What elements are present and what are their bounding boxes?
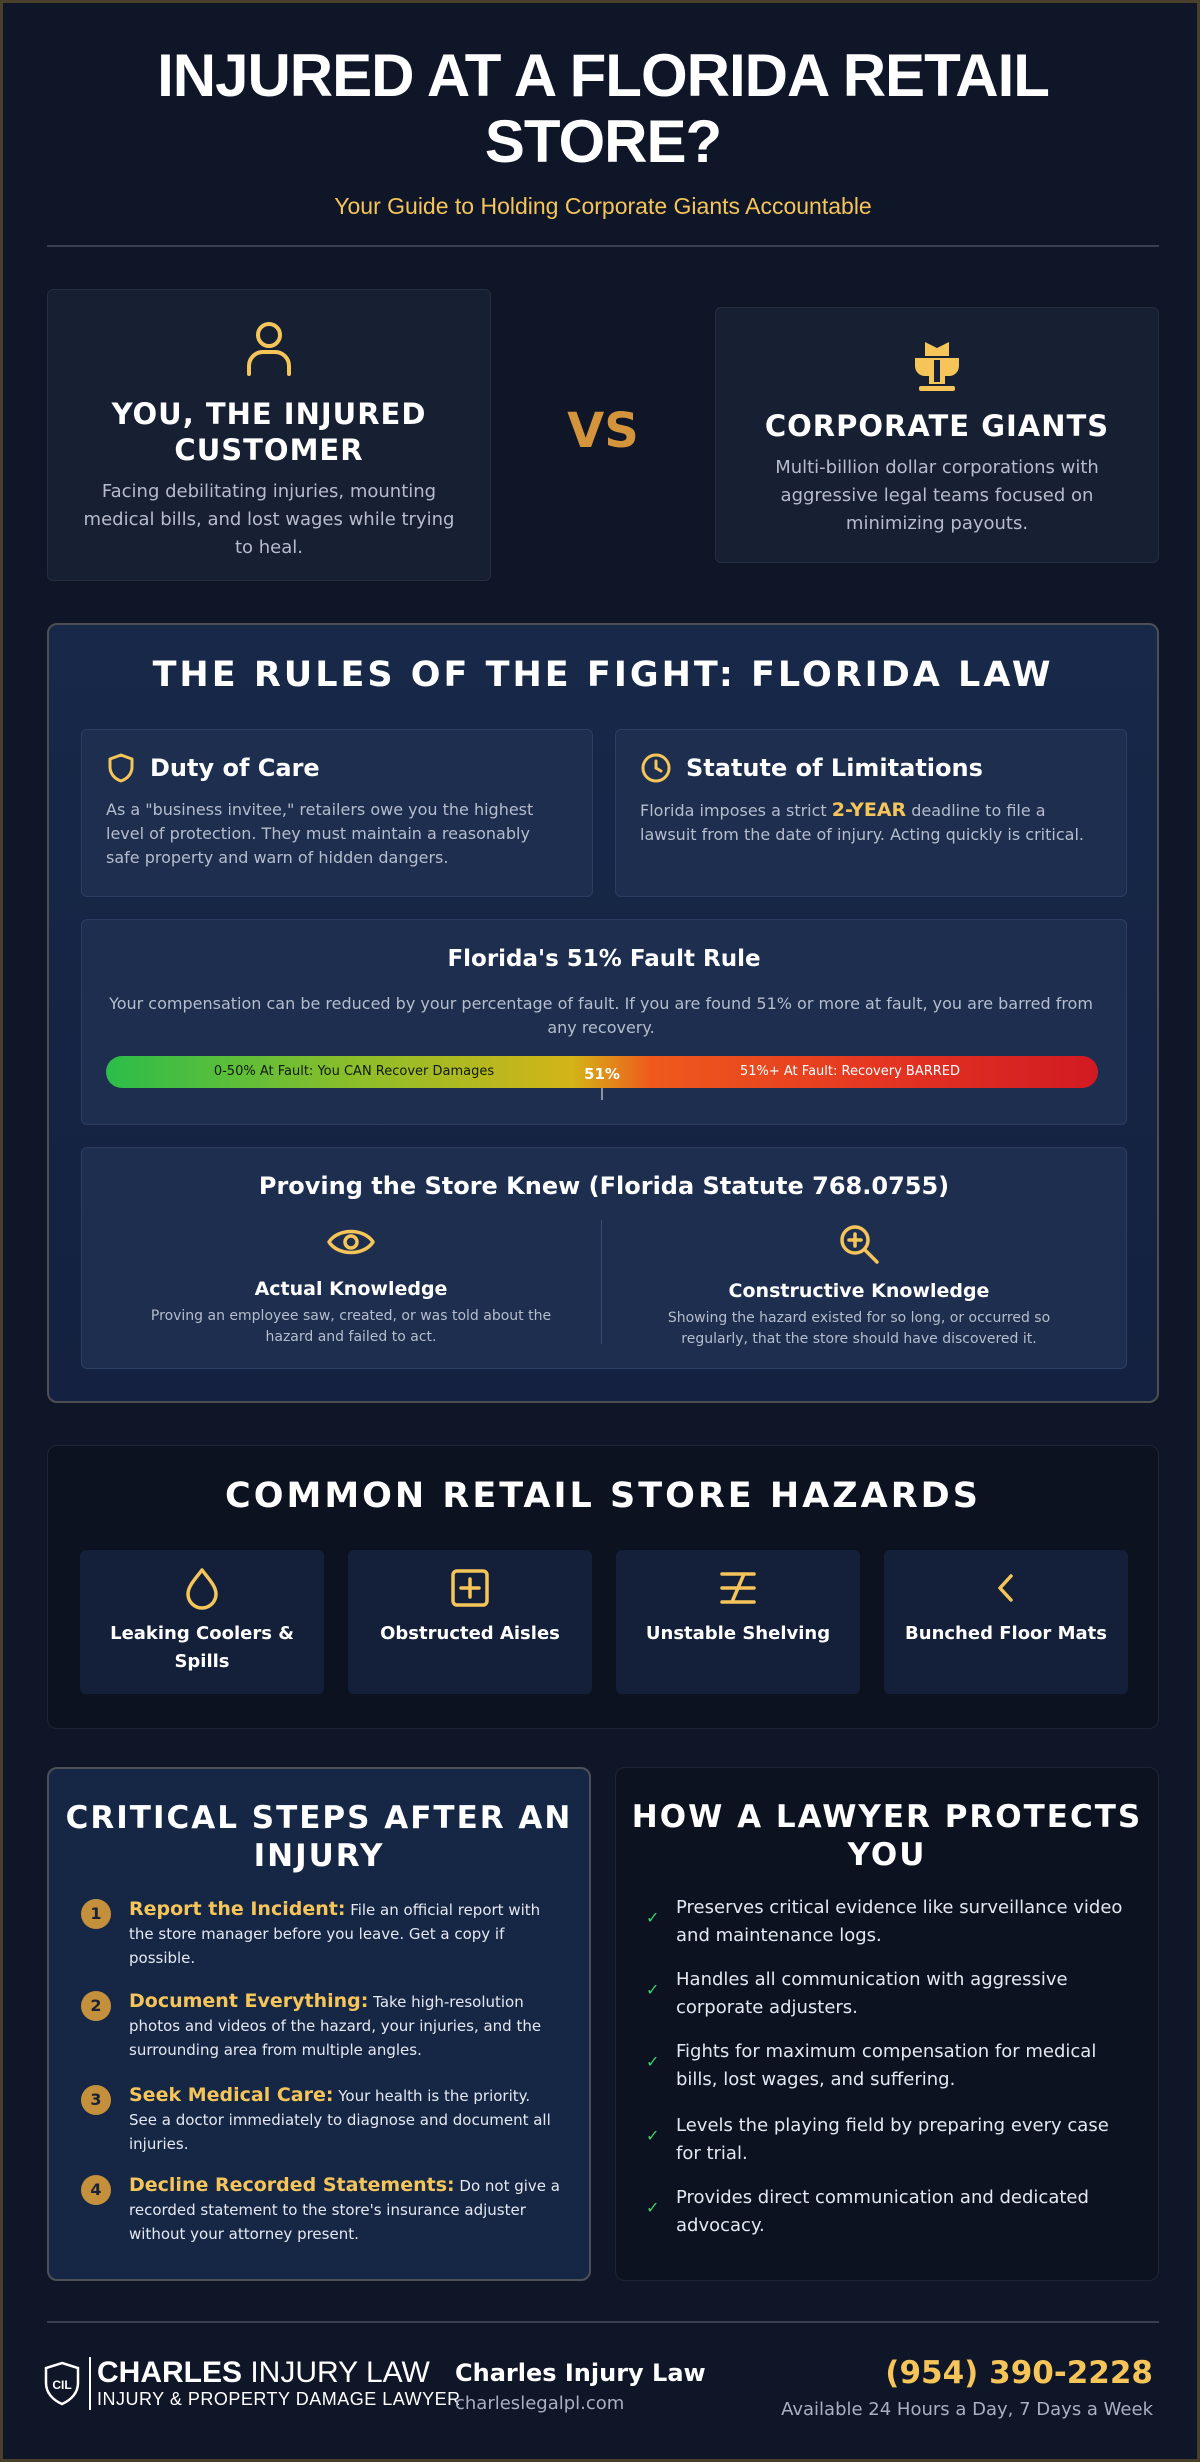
- hazard-label: Obstructed Aisles: [380, 1623, 560, 1644]
- hazards-title: COMMON RETAIL STORE HAZARDS: [225, 1476, 981, 1516]
- fault-threshold-label: 51%: [584, 1065, 620, 1083]
- rules-section: [47, 623, 1159, 1403]
- shelving-icon: [716, 1566, 760, 1610]
- fault-barred-label: 51%+ At Fault: Recovery BARRED: [739, 1064, 961, 1079]
- check-icon: ✓: [646, 1980, 660, 1999]
- hazard-label: Leaking Coolers & Spills: [110, 1623, 294, 1672]
- step-number: 2: [81, 1991, 111, 2021]
- lawyer-section: [615, 1767, 1159, 2281]
- hazard-card: [348, 1550, 592, 1694]
- logo-name: [97, 2357, 461, 2389]
- step-heading: Document Everything:: [129, 1990, 369, 2012]
- step-item: [81, 1897, 561, 1970]
- duty-card: [81, 729, 593, 897]
- step-item: [81, 2173, 561, 2246]
- logo-initials: CIL: [52, 2377, 72, 2392]
- page-subtitle: Your Guide to Holding Corporate Giants Accountable: [334, 193, 872, 219]
- constructive-knowledge: [614, 1222, 1104, 1350]
- statute-card: [615, 729, 1127, 897]
- benefit-item: [646, 2038, 1136, 2094]
- hazards-section: [47, 1445, 1159, 1729]
- step-text: Your health is the priority. See a doctor immediately to diagnose and document all injuries.: [129, 2087, 551, 2153]
- corporate-text: Multi-billion dollar corporations with aggressive legal teams focused on minimizing payouts.: [775, 457, 1099, 534]
- page-title: INJURED AT A FLORIDA RETAIL STORE?: [157, 42, 1049, 175]
- hazard-card: [884, 1550, 1128, 1694]
- actual-knowledge: [106, 1222, 596, 1348]
- vs-label: VS: [567, 403, 639, 459]
- hazard-card: [80, 1550, 324, 1694]
- benefit-item: [646, 1966, 1136, 2022]
- fault-threshold-tick: [601, 1088, 603, 1100]
- clock-icon: [640, 752, 672, 784]
- header-divider: [47, 245, 1159, 247]
- phone-number-link[interactable]: (954) 390-2228: [885, 2355, 1153, 2391]
- statute-text: [640, 798, 1102, 847]
- rules-title: THE RULES OF THE FIGHT: FLORIDA LAW: [152, 655, 1054, 695]
- header: [47, 43, 1159, 220]
- statute-text-start: Florida imposes a strict: [640, 801, 832, 820]
- constructive-title: Constructive Knowledge: [728, 1280, 990, 1302]
- hazard-card: [616, 1550, 860, 1694]
- benefit-text: Fights for maximum compensation for medical bills, lost wages, and suffering.: [676, 2041, 1097, 2090]
- benefit-item: [646, 2112, 1136, 2168]
- benefit-item: [646, 2184, 1136, 2240]
- step-number: 3: [81, 2085, 111, 2115]
- step-heading: Decline Recorded Statements:: [129, 2174, 455, 2196]
- step-text: Do not give a recorded statement to the store's insurance adjuster without your attorney present.: [129, 2177, 560, 2243]
- magnify-plus-icon: [837, 1222, 881, 1266]
- corporate-card: [715, 307, 1159, 563]
- statute-text-end: deadline to file a lawsuit from the date of injury. Acting quickly is critical.: [640, 801, 1084, 844]
- benefit-text: Levels the playing field by preparing every case for trial.: [676, 2115, 1109, 2164]
- statute-highlight: 2-YEAR: [831, 799, 907, 821]
- customer-text: Facing debilitating injuries, mounting medical bills, and lost wages while trying to heal.: [83, 481, 455, 558]
- fault-card: [81, 919, 1127, 1125]
- corporation-icon: [907, 334, 967, 394]
- check-icon: ✓: [646, 1908, 660, 1927]
- firm-website-link[interactable]: charleslegalpl.com: [455, 2393, 625, 2414]
- logo-tagline: INJURY & PROPERTY DAMAGE LAWYER: [97, 2389, 461, 2409]
- customer-title: YOU, THE INJURED CUSTOMER: [111, 397, 427, 467]
- proving-card: [81, 1147, 1127, 1369]
- step-text: Take high-resolution photos and videos of the hazard, your injuries, and the surrounding area from multiple angles.: [129, 1993, 542, 2059]
- contact-info: [781, 2355, 1153, 2420]
- fault-scale-bar: [106, 1056, 1098, 1088]
- steps-title: CRITICAL STEPS AFTER AN INJURY: [65, 1800, 573, 1874]
- eye-icon: [326, 1222, 376, 1262]
- constructive-text: Showing the hazard existed for so long, or occurred so regularly, that the store should have discovered it.: [667, 1310, 1051, 1347]
- check-icon: ✓: [646, 2198, 660, 2217]
- step-item: [81, 2083, 561, 2156]
- firm-name: Charles Injury Law: [455, 2359, 706, 2387]
- step-heading: Seek Medical Care:: [129, 2084, 334, 2106]
- check-icon: ✓: [646, 2052, 660, 2071]
- fault-title: Florida's 51% Fault Rule: [447, 946, 761, 972]
- actual-text: Proving an employee saw, created, or was told about the hazard and failed to act.: [150, 1308, 552, 1345]
- step-item: [81, 1989, 561, 2062]
- benefit-text: Handles all communication with aggressive corporate adjusters.: [676, 1969, 1068, 2018]
- footer-divider: [47, 2321, 1159, 2323]
- chevron-left-icon: [984, 1566, 1028, 1610]
- steps-section: [47, 1767, 591, 2281]
- step-text: File an official report with the store manager before you leave. Get a copy if possible.: [129, 1901, 541, 1967]
- shield-logo-icon: [43, 2361, 81, 2407]
- duty-text: As a "business invitee," retailers owe you the highest level of protection. They must maintain a reasonably safe property and warn of hidden dangers.: [106, 800, 534, 867]
- actual-title: Actual Knowledge: [254, 1278, 448, 1300]
- droplet-icon: [182, 1566, 222, 1610]
- shield-icon: [106, 752, 136, 784]
- statute-title: Statute of Limitations: [686, 754, 983, 782]
- proving-title: Proving the Store Knew (Florida Statute 768.0755): [258, 1172, 950, 1200]
- check-icon: ✓: [646, 2126, 660, 2145]
- logo-name-rest: INJURY LAW: [242, 2356, 430, 2389]
- customer-card: [47, 289, 491, 581]
- step-number: 1: [81, 1899, 111, 1929]
- plus-box-icon: [448, 1566, 492, 1610]
- hazard-label: Unstable Shelving: [645, 1623, 831, 1644]
- person-icon: [241, 318, 297, 378]
- benefit-text: Preserves critical evidence like surveillance video and maintenance logs.: [676, 1897, 1123, 1946]
- step-heading: Report the Incident:: [129, 1898, 346, 1920]
- availability-text: Available 24 Hours a Day, 7 Days a Week: [781, 2399, 1153, 2420]
- lawyer-title: HOW A LAWYER PROTECTS YOU: [631, 1799, 1143, 1873]
- corporate-title: CORPORATE GIANTS: [764, 409, 1110, 443]
- benefit-item: [646, 1894, 1136, 1950]
- fault-recover-label: 0-50% At Fault: You CAN Recover Damages: [213, 1064, 495, 1079]
- hazard-label: Bunched Floor Mats: [905, 1623, 1107, 1644]
- firm-logo[interactable]: [43, 2357, 461, 2410]
- firm-info: [455, 2359, 706, 2414]
- duty-title: Duty of Care: [150, 754, 320, 782]
- step-number: 4: [81, 2175, 111, 2205]
- proving-divider: [601, 1220, 602, 1344]
- benefit-text: Provides direct communication and dedicated advocacy.: [676, 2187, 1089, 2236]
- logo-name-bold: CHARLES: [97, 2356, 243, 2389]
- fault-text: Your compensation can be reduced by your percentage of fault. If you are found 51% or more at fault, you are barred from any recovery.: [109, 994, 1093, 1037]
